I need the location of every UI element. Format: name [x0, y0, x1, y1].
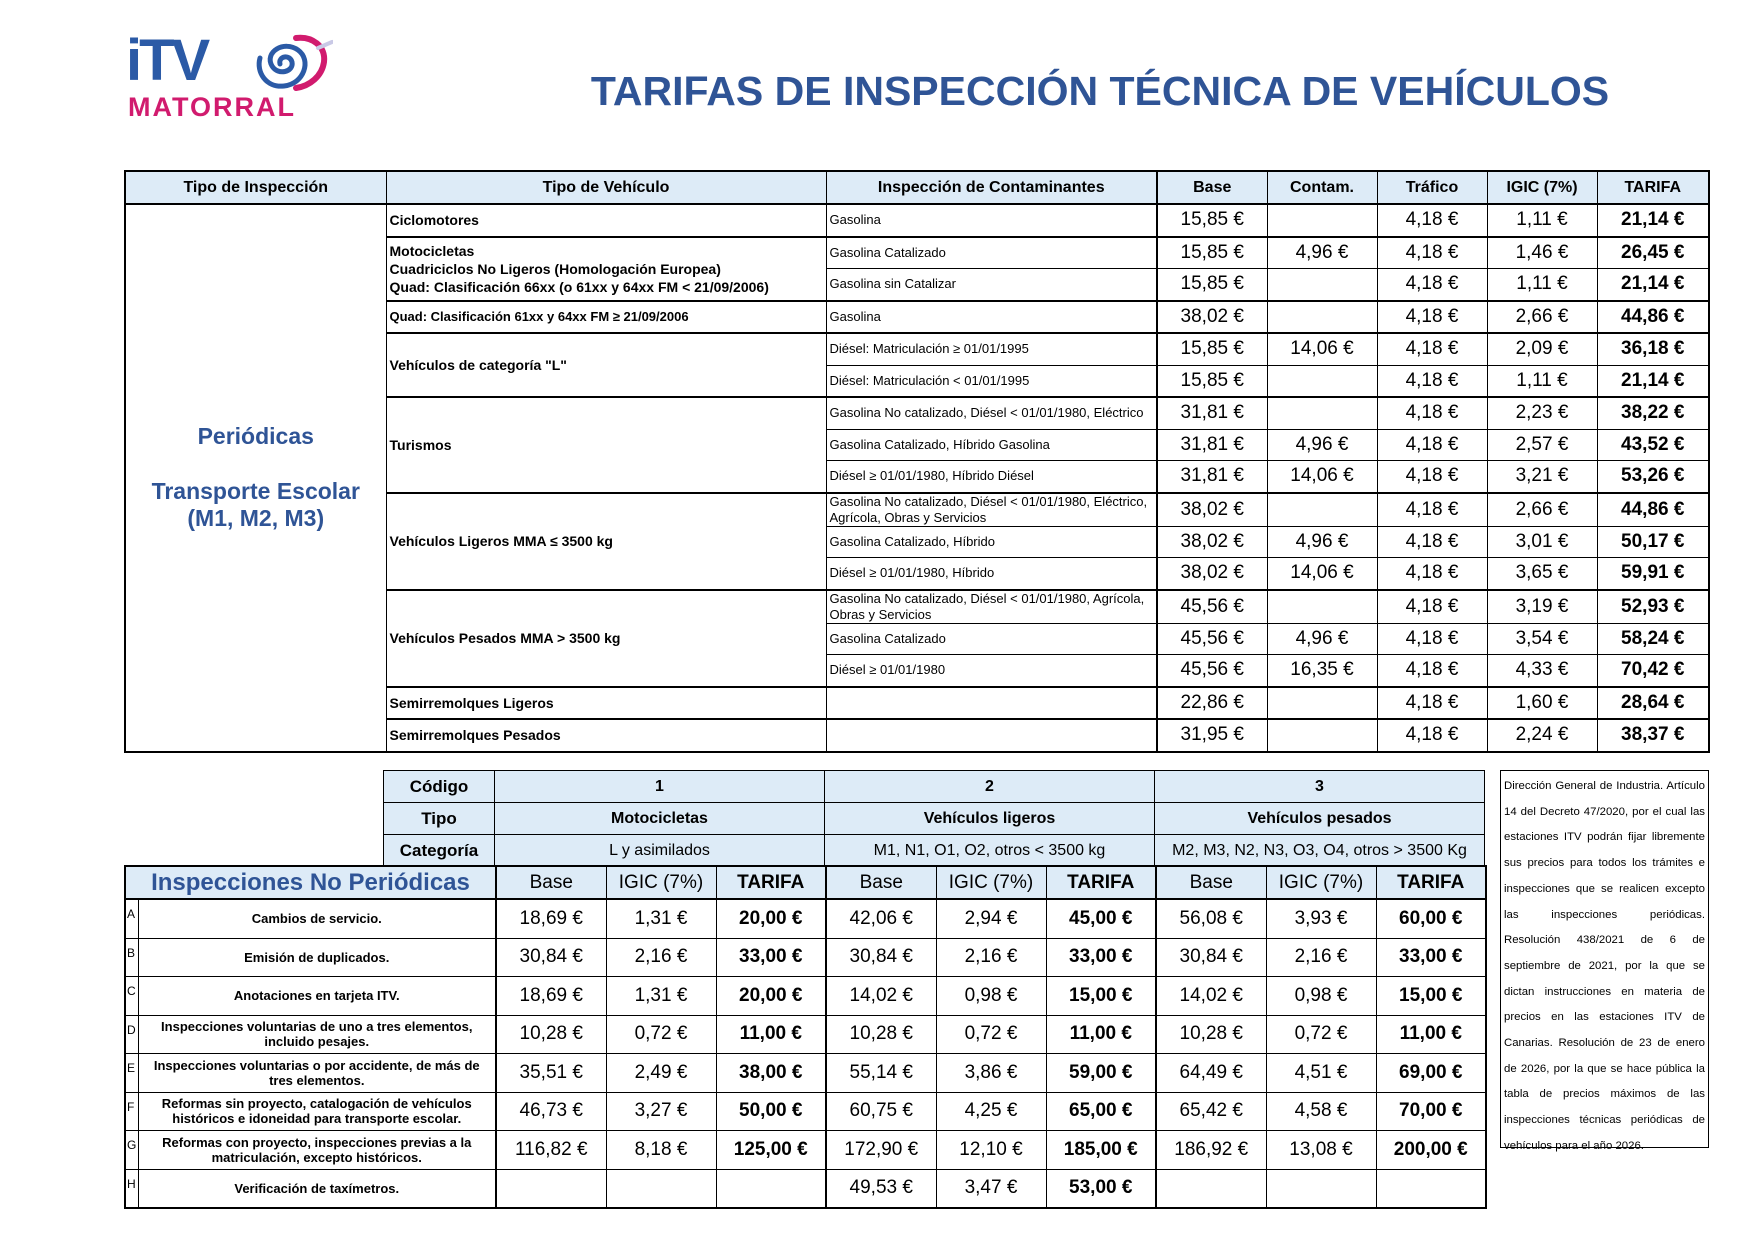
contaminant-cell: Gasolina: [826, 204, 1157, 237]
codes-value-cell: 1: [495, 771, 825, 803]
tarifa-cell: 11,00 €: [1376, 1015, 1486, 1054]
igic-cell: [606, 1169, 716, 1208]
tarifa-cell: 43,52 €: [1597, 429, 1709, 461]
base-cell: [496, 1169, 606, 1208]
igic-cell: 2,24 €: [1487, 719, 1597, 752]
base-cell: 18,69 €: [496, 977, 606, 1016]
tarifa-cell: 70,42 €: [1597, 655, 1709, 687]
contam-fee-cell: [1267, 269, 1377, 301]
igic-cell: 3,54 €: [1487, 623, 1597, 655]
base-cell: 15,85 €: [1157, 269, 1267, 301]
base-cell: 38,02 €: [1157, 558, 1267, 590]
base-cell: 45,56 €: [1157, 590, 1267, 624]
igic-cell: 3,47 €: [936, 1169, 1046, 1208]
vehicle-type-cell: [386, 301, 826, 334]
tarifa-cell: 33,00 €: [716, 938, 826, 977]
tarifa-cell: 26,45 €: [1597, 237, 1709, 269]
inspection-type-label: Periódicas: [197, 423, 314, 450]
tarifa-cell: 33,00 €: [1376, 938, 1486, 977]
codes-value-cell: L y asimilados: [495, 835, 825, 867]
igic-cell: 2,23 €: [1487, 397, 1597, 429]
igic-cell: 1,11 €: [1487, 269, 1597, 301]
base-cell: 172,90 €: [826, 1131, 936, 1170]
contam-fee-cell: [1267, 719, 1377, 752]
base-cell: 45,56 €: [1157, 655, 1267, 687]
row-description: Anotaciones en tarjeta ITV.: [138, 977, 496, 1016]
codes-value-cell: Motocicletas: [495, 803, 825, 835]
igic-cell: 1,60 €: [1487, 687, 1597, 720]
codes-value-cell: Vehículos ligeros: [825, 803, 1155, 835]
igic-cell: 1,11 €: [1487, 365, 1597, 397]
igic-cell: 2,16 €: [606, 938, 716, 977]
base-cell: 30,84 €: [496, 938, 606, 977]
igic-cell: 1,11 €: [1487, 204, 1597, 237]
vehicle-type-cell: [386, 590, 826, 687]
tarifa-cell: 45,00 €: [1046, 899, 1156, 938]
row-letter: B: [125, 938, 138, 977]
tarifa-cell: 59,91 €: [1597, 558, 1709, 590]
igic-cell: 3,01 €: [1487, 526, 1597, 558]
periodic-header-cell: IGIC (7%): [1487, 171, 1597, 204]
base-cell: 46,73 €: [496, 1092, 606, 1131]
codes-label-cell: Código: [384, 771, 495, 803]
base-cell: 31,81 €: [1157, 461, 1267, 493]
non-periodic-row: [125, 1092, 1486, 1131]
contam-fee-cell: 4,96 €: [1267, 526, 1377, 558]
igic-cell: 1,46 €: [1487, 237, 1597, 269]
tarifa-cell: 20,00 €: [716, 899, 826, 938]
vehicle-type-cell: [386, 204, 826, 237]
igic-cell: 8,18 €: [606, 1131, 716, 1170]
contaminant-cell: Gasolina sin Catalizar: [826, 269, 1157, 301]
tarifa-cell: 28,64 €: [1597, 687, 1709, 720]
non-periodic-row: [125, 977, 1486, 1016]
vehicle-type-label: Quad: Clasificación 66xx (o 61xx y 64xx FM < 21/09/2006): [389, 278, 769, 295]
codes-label-cell: Categoría: [384, 835, 495, 867]
codes-value-cell: 2: [825, 771, 1155, 803]
trafico-cell: 4,18 €: [1377, 558, 1487, 590]
contaminant-cell: Diésel ≥ 01/01/1980: [826, 655, 1157, 687]
igic-cell: 4,51 €: [1266, 1054, 1376, 1093]
inspection-type-label: (M1, M2, M3): [187, 505, 325, 532]
trafico-cell: 4,18 €: [1377, 204, 1487, 237]
igic-cell: 3,86 €: [936, 1054, 1046, 1093]
row-letter: F: [125, 1092, 138, 1131]
periodic-header-cell: Tipo de Vehículo: [386, 171, 826, 204]
non-periodic-header-row: [125, 866, 1486, 899]
igic-cell: 4,25 €: [936, 1092, 1046, 1131]
row-letter: D: [125, 1015, 138, 1054]
non-periodic-header-cell: Base: [496, 866, 606, 899]
tarifa-cell: 44,86 €: [1597, 493, 1709, 527]
igic-cell: 0,98 €: [1266, 977, 1376, 1016]
base-cell: 56,08 €: [1156, 899, 1266, 938]
igic-cell: 1,31 €: [606, 899, 716, 938]
contam-fee-cell: 14,06 €: [1267, 333, 1377, 365]
base-cell: 22,86 €: [1157, 687, 1267, 720]
contaminant-cell: Diésel ≥ 01/01/1980, Híbrido Diésel: [826, 461, 1157, 493]
row-letter: H: [125, 1169, 138, 1208]
row-letter: E: [125, 1054, 138, 1093]
contaminant-cell: Gasolina Catalizado: [826, 623, 1157, 655]
vehicle-type-label: Motocicletas: [389, 242, 475, 259]
tarifa-cell: 20,00 €: [716, 977, 826, 1016]
base-cell: 31,95 €: [1157, 719, 1267, 752]
base-cell: 10,28 €: [1156, 1015, 1266, 1054]
row-description: Cambios de servicio.: [138, 899, 496, 938]
igic-cell: 2,66 €: [1487, 493, 1597, 527]
base-cell: 10,28 €: [496, 1015, 606, 1054]
codes-label-cell: Tipo: [384, 803, 495, 835]
row-letter: C: [125, 977, 138, 1016]
tarifa-cell: 53,26 €: [1597, 461, 1709, 493]
trafico-cell: 4,18 €: [1377, 365, 1487, 397]
page-title: TARIFAS DE INSPECCIÓN TÉCNICA DE VEHÍCULOS: [590, 68, 1610, 114]
non-periodic-row: [125, 1054, 1486, 1093]
non-periodic-row: [125, 899, 1486, 938]
base-cell: 38,02 €: [1157, 526, 1267, 558]
trafico-cell: 4,18 €: [1377, 397, 1487, 429]
contam-fee-cell: 4,96 €: [1267, 429, 1377, 461]
contam-fee-cell: [1267, 365, 1377, 397]
contaminant-cell: Gasolina No catalizado, Diésel < 01/01/1980, Agrícola, Obras y Servicios: [826, 590, 1157, 624]
contam-fee-cell: 4,96 €: [1267, 623, 1377, 655]
tarifa-cell: 65,00 €: [1046, 1092, 1156, 1131]
tarifa-cell: 36,18 €: [1597, 333, 1709, 365]
base-cell: [1156, 1169, 1266, 1208]
periodic-header-cell: Inspección de Contaminantes: [826, 171, 1157, 204]
vehicle-type-label: Vehículos Ligeros MMA ≤ 3500 kg: [389, 533, 613, 549]
contam-fee-cell: 16,35 €: [1267, 655, 1377, 687]
vehicle-type-label: Semirremolques Ligeros: [389, 694, 554, 711]
tarifa-cell: 50,00 €: [716, 1092, 826, 1131]
logo-subtitle: MATORRAL: [128, 92, 296, 122]
trafico-cell: 4,18 €: [1377, 623, 1487, 655]
base-cell: 38,02 €: [1157, 301, 1267, 334]
row-description: Emisión de duplicados.: [138, 938, 496, 977]
contaminant-cell: Gasolina: [826, 301, 1157, 334]
tarifa-cell: 21,14 €: [1597, 365, 1709, 397]
contam-fee-cell: [1267, 687, 1377, 720]
tarifa-cell: 58,24 €: [1597, 623, 1709, 655]
tarifa-cell: 44,86 €: [1597, 301, 1709, 334]
non-periodic-header-cell: TARIFA: [716, 866, 826, 899]
igic-cell: 3,21 €: [1487, 461, 1597, 493]
trafico-cell: 4,18 €: [1377, 719, 1487, 752]
contaminant-cell: Gasolina No catalizado, Diésel < 01/01/1980, Eléctrico, Agrícola, Obras y Servicios: [826, 493, 1157, 527]
vehicle-codes-table: [383, 770, 1485, 867]
base-cell: 186,92 €: [1156, 1131, 1266, 1170]
contaminant-cell: [826, 719, 1157, 752]
vehicle-type-cell: [386, 493, 826, 590]
trafico-cell: 4,18 €: [1377, 237, 1487, 269]
logo-brand: iTV: [126, 28, 208, 93]
trafico-cell: 4,18 €: [1377, 461, 1487, 493]
base-cell: 18,69 €: [496, 899, 606, 938]
contam-fee-cell: [1267, 204, 1377, 237]
base-cell: 14,02 €: [1156, 977, 1266, 1016]
row-description: Reformas con proyecto, inspecciones previas a la matriculación, excepto históricos.: [138, 1131, 496, 1170]
trafico-cell: 4,18 €: [1377, 526, 1487, 558]
igic-cell: 2,66 €: [1487, 301, 1597, 334]
periodic-header-cell: Base: [1157, 171, 1267, 204]
tarifa-cell: 38,37 €: [1597, 719, 1709, 752]
base-cell: 45,56 €: [1157, 623, 1267, 655]
logo: [126, 30, 331, 122]
codes-row: [384, 771, 1485, 803]
igic-cell: 4,58 €: [1266, 1092, 1376, 1131]
tarifa-cell: 60,00 €: [1376, 899, 1486, 938]
codes-value-cell: M1, N1, O1, O2, otros < 3500 kg: [825, 835, 1155, 867]
base-cell: 14,02 €: [826, 977, 936, 1016]
base-cell: 15,85 €: [1157, 204, 1267, 237]
base-cell: 55,14 €: [826, 1054, 936, 1093]
base-cell: 116,82 €: [496, 1131, 606, 1170]
non-periodic-header-cell: IGIC (7%): [606, 866, 716, 899]
tarifa-cell: 200,00 €: [1376, 1131, 1486, 1170]
igic-cell: [1266, 1169, 1376, 1208]
base-cell: 38,02 €: [1157, 493, 1267, 527]
contaminant-cell: Diésel: Matriculación < 01/01/1995: [826, 365, 1157, 397]
trafico-cell: 4,18 €: [1377, 590, 1487, 624]
contaminant-cell: Gasolina No catalizado, Diésel < 01/01/1980, Eléctrico: [826, 397, 1157, 429]
base-cell: 30,84 €: [1156, 938, 1266, 977]
vehicle-type-label: Vehículos Pesados MMA > 3500 kg: [389, 630, 621, 646]
row-letter: A: [125, 899, 138, 938]
tarifa-cell: 59,00 €: [1046, 1054, 1156, 1093]
igic-cell: 2,57 €: [1487, 429, 1597, 461]
contam-fee-cell: [1267, 301, 1377, 334]
igic-cell: 4,33 €: [1487, 655, 1597, 687]
trafico-cell: 4,18 €: [1377, 687, 1487, 720]
periodic-header-cell: Contam.: [1267, 171, 1377, 204]
row-description: Verificación de taxímetros.: [138, 1169, 496, 1208]
contam-fee-cell: [1267, 397, 1377, 429]
igic-cell: 2,49 €: [606, 1054, 716, 1093]
trafico-cell: 4,18 €: [1377, 301, 1487, 334]
tarifa-cell: 52,93 €: [1597, 590, 1709, 624]
tarifa-cell: 21,14 €: [1597, 204, 1709, 237]
igic-cell: 2,94 €: [936, 899, 1046, 938]
vehicle-type-label: Ciclomotores: [389, 212, 479, 229]
vehicle-type-cell: [386, 333, 826, 397]
tarifa-cell: 11,00 €: [1046, 1015, 1156, 1054]
codes-value-cell: Vehículos pesados: [1155, 803, 1485, 835]
igic-cell: 1,31 €: [606, 977, 716, 1016]
igic-cell: 3,27 €: [606, 1092, 716, 1131]
igic-cell: 0,72 €: [1266, 1015, 1376, 1054]
igic-cell: 3,19 €: [1487, 590, 1597, 624]
base-cell: 49,53 €: [826, 1169, 936, 1208]
tarifa-cell: 33,00 €: [1046, 938, 1156, 977]
codes-row: [384, 803, 1485, 835]
base-cell: 64,49 €: [1156, 1054, 1266, 1093]
codes-row: [384, 835, 1485, 867]
non-periodic-row: [125, 1131, 1486, 1170]
tarifa-cell: 15,00 €: [1376, 977, 1486, 1016]
base-cell: 15,85 €: [1157, 365, 1267, 397]
contam-fee-cell: [1267, 493, 1377, 527]
vehicle-type-cell: [386, 687, 826, 720]
trafico-cell: 4,18 €: [1377, 655, 1487, 687]
base-cell: 15,85 €: [1157, 237, 1267, 269]
base-cell: 30,84 €: [826, 938, 936, 977]
trafico-cell: 4,18 €: [1377, 429, 1487, 461]
base-cell: 31,81 €: [1157, 397, 1267, 429]
legal-note: Dirección General de Industria. Artículo 14 del Decreto 47/2020, por el cual las estaciones ITV podrán fijar libremente sus precios para todos los trámites e inspecciones que se realicen excepto las inspecciones periódicas. Resolución 438/2021 de 6 de septiembre de 2021, por la que se dictan instrucciones en materia de precios en las estaciones ITV de Canarias. Resolución de 23 de enero de 2026, por la que se hace pública la tabla de precios máximos de las inspecciones técnicas periódicas de vehículos para el año 2026.: [1500, 770, 1709, 1148]
vehicle-type-cell: [386, 719, 826, 752]
base-cell: 42,06 €: [826, 899, 936, 938]
contam-fee-cell: [1267, 590, 1377, 624]
contam-fee-cell: 14,06 €: [1267, 461, 1377, 493]
contaminant-cell: Gasolina Catalizado: [826, 237, 1157, 269]
row-letter: G: [125, 1131, 138, 1170]
periodic-header-cell: Tráfico: [1377, 171, 1487, 204]
igic-cell: 0,72 €: [936, 1015, 1046, 1054]
vehicle-type-label: Semirremolques Pesados: [389, 727, 561, 744]
base-cell: 35,51 €: [496, 1054, 606, 1093]
igic-cell: 12,10 €: [936, 1131, 1046, 1170]
base-cell: 31,81 €: [1157, 429, 1267, 461]
trafico-cell: 4,18 €: [1377, 493, 1487, 527]
contaminant-cell: Gasolina Catalizado, Híbrido: [826, 526, 1157, 558]
tarifa-cell: 50,17 €: [1597, 526, 1709, 558]
non-periodic-header-cell: IGIC (7%): [1266, 866, 1376, 899]
tarifa-cell: 69,00 €: [1376, 1054, 1486, 1093]
tarifa-cell: 185,00 €: [1046, 1131, 1156, 1170]
base-cell: 60,75 €: [826, 1092, 936, 1131]
vehicle-type-cell: [386, 237, 826, 301]
igic-cell: 3,65 €: [1487, 558, 1597, 590]
tarifa-cell: 70,00 €: [1376, 1092, 1486, 1131]
base-cell: 15,85 €: [1157, 333, 1267, 365]
contaminant-cell: [826, 687, 1157, 720]
tarifa-cell: 38,22 €: [1597, 397, 1709, 429]
igic-cell: 0,72 €: [606, 1015, 716, 1054]
logo-swirl-icon: [238, 30, 333, 96]
non-periodic-row: [125, 1169, 1486, 1208]
inspection-type-label: Transporte Escolar: [151, 478, 360, 505]
igic-cell: 2,16 €: [936, 938, 1046, 977]
non-periodic-header-cell: IGIC (7%): [936, 866, 1046, 899]
base-cell: 65,42 €: [1156, 1092, 1266, 1131]
row-description: Inspecciones voluntarias de uno a tres elementos, incluido pesajes.: [138, 1015, 496, 1054]
igic-cell: 2,09 €: [1487, 333, 1597, 365]
non-periodic-header-cell: TARIFA: [1376, 866, 1486, 899]
non-periodic-header-cell: Base: [1156, 866, 1266, 899]
igic-cell: 2,16 €: [1266, 938, 1376, 977]
non-periodic-header-cell: Base: [826, 866, 936, 899]
non-periodic-title: Inspecciones No Periódicas: [125, 866, 496, 899]
vehicle-type-label: Cuadriciclos No Ligeros (Homologación Europea): [389, 260, 721, 277]
tarifa-cell: 21,14 €: [1597, 269, 1709, 301]
vehicle-type-label: Quad: Clasificación 61xx y 64xx FM ≥ 21/09/2006: [389, 308, 689, 324]
trafico-cell: 4,18 €: [1377, 269, 1487, 301]
igic-cell: 0,98 €: [936, 977, 1046, 1016]
tarifa-cell: 53,00 €: [1046, 1169, 1156, 1208]
tarifa-cell: 38,00 €: [716, 1054, 826, 1093]
codes-value-cell: 3: [1155, 771, 1485, 803]
contaminant-cell: Gasolina Catalizado, Híbrido Gasolina: [826, 429, 1157, 461]
periodic-row: [125, 204, 1709, 237]
contam-fee-cell: 14,06 €: [1267, 558, 1377, 590]
row-description: Inspecciones voluntarias o por accidente, de más de tres elementos.: [138, 1054, 496, 1093]
periodic-header-cell: Tipo de Inspección: [125, 171, 386, 204]
contam-fee-cell: 4,96 €: [1267, 237, 1377, 269]
row-description: Reformas sin proyecto, catalogación de vehículos históricos e idoneidad para transporte escolar.: [138, 1092, 496, 1131]
igic-cell: 13,08 €: [1266, 1131, 1376, 1170]
vehicle-type-label: Turismos: [389, 436, 452, 453]
base-cell: 10,28 €: [826, 1015, 936, 1054]
non-periodic-header-cell: TARIFA: [1046, 866, 1156, 899]
non-periodic-tariffs-table: [124, 865, 1487, 1209]
non-periodic-row: [125, 938, 1486, 977]
trafico-cell: 4,18 €: [1377, 333, 1487, 365]
inspection-type-cell: [125, 204, 386, 752]
igic-cell: 3,93 €: [1266, 899, 1376, 938]
contaminant-cell: Diésel ≥ 01/01/1980, Híbrido: [826, 558, 1157, 590]
periodic-header-row: [125, 171, 1709, 204]
tarifa-cell: 125,00 €: [716, 1131, 826, 1170]
non-periodic-row: [125, 1015, 1486, 1054]
periodic-header-cell: TARIFA: [1597, 171, 1709, 204]
vehicle-type-label: Vehículos de categoría "L": [389, 357, 567, 373]
tarifa-cell: [716, 1169, 826, 1208]
tarifa-cell: 15,00 €: [1046, 977, 1156, 1016]
tarifa-cell: [1376, 1169, 1486, 1208]
tarifa-cell: 11,00 €: [716, 1015, 826, 1054]
codes-value-cell: M2, M3, N2, N3, O3, O4, otros > 3500 Kg: [1155, 835, 1485, 867]
contaminant-cell: Diésel: Matriculación ≥ 01/01/1995: [826, 333, 1157, 365]
periodic-tariffs-table: [124, 170, 1710, 753]
vehicle-type-cell: [386, 397, 826, 493]
